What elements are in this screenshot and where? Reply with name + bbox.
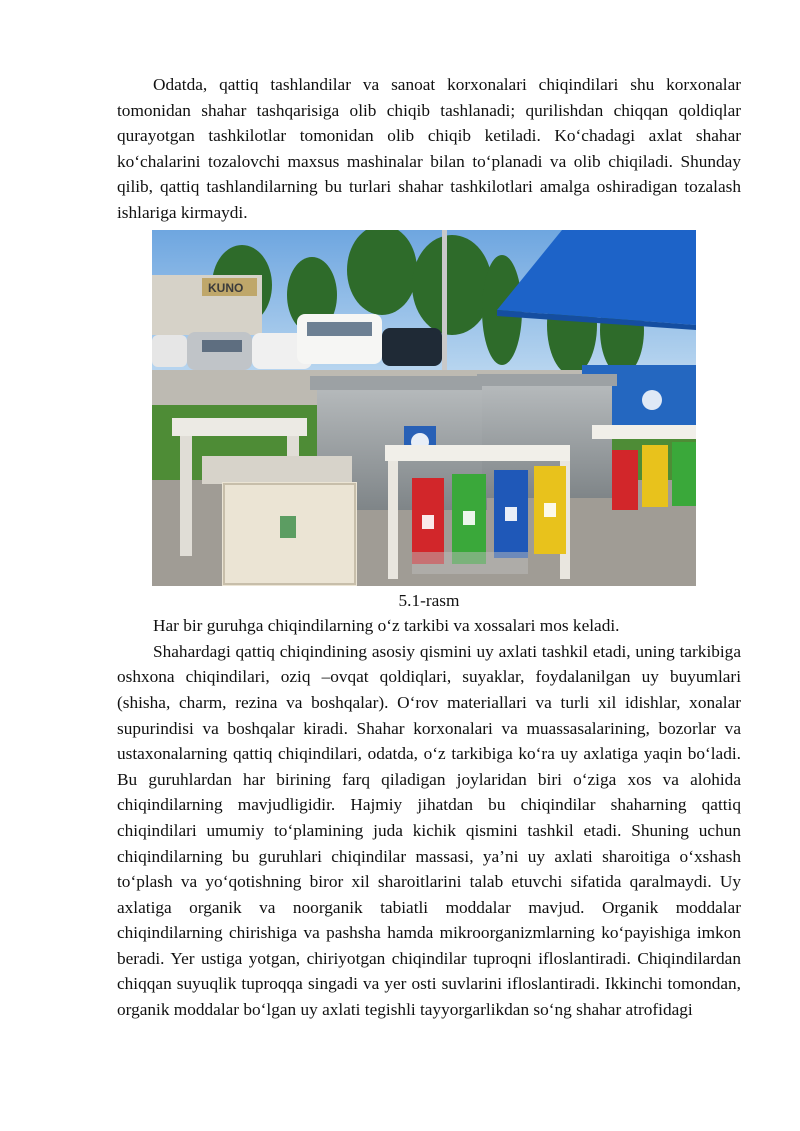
paragraph-intro: Odatda, qattiq tashlandilar va sanoat korxonalari chiqindilari shu korxonalar tomonidan shahar tashqarisiga olib chiqib tashlanadi; qurilishdan chiqqan qoldiqlar qurayotgan tashkilotlar tomonidan olib chiqib ketiladi. Ko‘chadagi axlat shahar ko‘chalarini tozalovchi maxsus mashinalar bilan to‘planadi va olib chiqiladi. Shunday qilib, qattiq tashlandilarning bu turlari shahar tashkilotlari amalga oshiradigan tozalash ishlariga kirmaydi. (117, 75, 741, 222)
paragraph-groups: Har bir guruhga chiqindilarning o‘z tarkibi va xossalari mos keladi. (153, 616, 620, 636)
figure-caption: 5.1-rasm (398, 590, 460, 610)
figure-photo-waste-bins (152, 230, 696, 586)
photo-waste-bins (152, 230, 696, 586)
paragraph-household-waste: Shahardagi qattiq chiqindining asosiy qismini uy axlati tashkil etadi, uning tarkibiga oshxona chiqindilari, oziq –ovqat qoldiqlari, suyaklar, foydalanilgan uy buyumlari (shisha, charm, rezina va boshqalar). O‘rov materiallari va turli xil idishlar, xonalar supurindisi va boshqalar kiradi. Shahar korxonalari va muassasalarining, bozorlar va ustaxonalarning qattiq chiqindilari, odatda, o‘z tarkibiga ko‘ra uy axlatiga yaqin bo‘ladi. Bu guruhlardan har birining farq qiladigan joylaridan biri o‘ziga xos va alohida chiqindilarning mavjudligidir. Hajmiy jihatdan bu chiqindilar shaharning qattiq chiqindilari umumiy to‘plamining juda kichik qismini tashkil etadi. Shuning uchun chiqindilarning bu guruhlari chiqindilar massasi, ya’ni uy axlati sharoitiga o‘xshash to‘plash va yo‘qotishning biror xil sharoitlarini talab etuvchi sifatida qaralmaydi. Uy axlatiga organik va noorganik tabiatli moddalar mavjud. Organik moddalar chiqindilarning chirishiga va pashsha hamda mikroorganizmlarning ko‘payishiga imkon beradi. Yer ustiga yotgan, chiriyotgan chiqindilar tuproqni ifloslantiradi. Chiqindilardan chiqqan suyuqlik tuproqqa singadi va yer osti suvlarini ifloslantiradi. Ikkinchi tomondan, organik moddalar bo‘lgan uy axlati tegishli tayyorgarlikdan so‘ng shahar atrofidagi (117, 641, 741, 1020)
building-sign-text: KUNO (208, 280, 244, 295)
document-page (117, 72, 741, 1023)
